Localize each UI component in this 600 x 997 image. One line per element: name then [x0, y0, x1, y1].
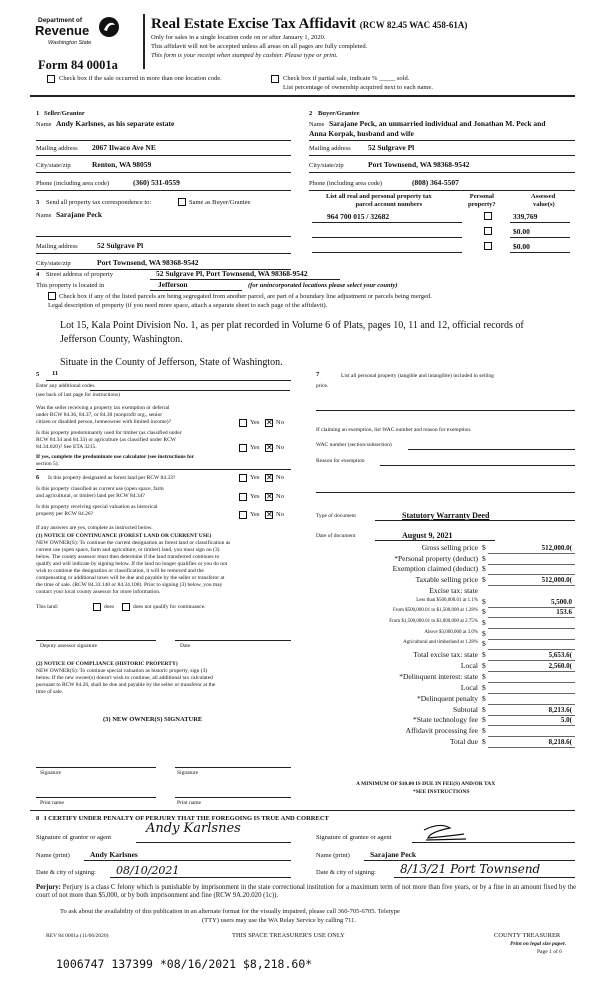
this-land-label: This land: [36, 604, 59, 610]
grantee-date-label: Date & city of signing: [316, 869, 376, 876]
currency-symbol: $ [482, 671, 486, 681]
currency-symbol: $ [482, 639, 486, 649]
currency-symbol: $ [482, 607, 486, 617]
tax-row-label: Local [460, 682, 478, 692]
assessed-value: $0.00 [513, 242, 530, 251]
seller-city-label: City/state/zip [36, 162, 71, 169]
location-code: 11 [52, 370, 59, 377]
buyer-mail: 52 Sulgrave Pl [368, 143, 415, 152]
legal-description-2: Jefferson County, Washington. [60, 334, 183, 345]
grantee-name-label: Name (print) [316, 852, 350, 859]
currency-symbol: $ [482, 660, 486, 670]
tax-row-label: From $500,000.01 to $1,500,000 at 1.28% [393, 608, 478, 614]
current-use-yes-checkbox[interactable] [239, 493, 247, 501]
partial-sale-label: Check box if partial sale, indicate % _____ sold. [283, 75, 410, 82]
corr-mail-label: Mailing address [36, 243, 78, 250]
tax-row-value: 512,000.0( [541, 576, 572, 585]
grantor-date-label: Date & city of signing: [36, 869, 96, 876]
treasurer-use: THIS SPACE TREASURER'S USE ONLY [232, 932, 345, 939]
tax-row-label: *Delinquent interest: state [399, 671, 478, 681]
location-label: This property is located in [36, 282, 105, 289]
tax-row-label: Total excise tax: state [413, 650, 478, 659]
no-label: No [276, 419, 284, 426]
grantee-sig-label: Signature of grantee or agent [316, 834, 392, 841]
currency-symbol: $ [482, 650, 486, 659]
tax-row-label: Exemption claimed (deduct) [392, 564, 478, 574]
currency-symbol: $ [482, 564, 486, 574]
current-use-question-1: Is this property classified as current use (open space, farm [36, 486, 164, 492]
corr-label: Send all property tax correspondence to: [46, 199, 152, 206]
currency-symbol: $ [482, 553, 486, 563]
multi-location-checkbox[interactable] [47, 75, 55, 83]
no-label: No [276, 474, 284, 481]
timber-yes-checkbox[interactable] [239, 444, 247, 452]
seller-mail: 2067 Ilwaco Ave NE [92, 143, 156, 152]
grantor-signature: Andy Karlsnes [146, 821, 241, 836]
legal-description-3: Situate in the County of Jefferson, State of Washington. [60, 357, 283, 368]
prop-section-number: 4 [36, 271, 40, 278]
current-use-question-2: and agricultural, or timber) land per RCW 84.34? [36, 493, 145, 499]
compliance-heading: (2) NOTICE OF COMPLIANCE (HISTORIC PROPERTY) [36, 661, 178, 667]
washington-logo-icon [98, 16, 120, 38]
segregated-label: Check box if any of the listed parcels are being segregated from another parcel, are part of a boundary line adjustment or parcels being merged. [59, 293, 432, 300]
minimum-notice: A MINIMUM OF $10.00 IS DUE IN FEE(S) AND/OR TAX [356, 781, 496, 787]
sec5-number: 5 [36, 371, 40, 378]
seller-heading: Seller/Grantor [44, 110, 85, 117]
legal-size-note: Print on legal size paper. [510, 941, 567, 947]
personal-property-label-2: price. [316, 383, 329, 389]
exemption-question-2: under RCW 84.36, 84.37, or 84.38 (nonprofit org., senior [36, 412, 163, 418]
seller-mail-label: Mailing address [36, 145, 78, 152]
does-label: does [104, 604, 115, 610]
seller-city: Renton, WA 98059 [92, 160, 152, 169]
currency-symbol: $ [482, 693, 486, 703]
continuance-heading: (1) NOTICE OF CONTINUANCE (FOREST LAND OR CURRENT USE) [36, 533, 212, 539]
predominate-use-1: If yes, complete the predominate use calculator (see instructions for [36, 454, 195, 460]
sec7-number: 7 [316, 371, 320, 378]
buyer-name-line1: Sarajane Peck, an unmarried individual and Jonathan M. Peck and [329, 119, 546, 128]
currency-symbol: $ [482, 682, 486, 692]
forest-yes-checkbox[interactable] [239, 474, 247, 482]
tax-row-label: Gross selling price [421, 543, 478, 552]
header-note-2: This affidavit will not be accepted unless all areas on all pages are fully completed. [151, 43, 368, 50]
seller-phone-label: Phone (including area code) [36, 180, 110, 187]
revision-number: REV 84 0001a (11/06/2020) [46, 933, 109, 939]
partial-note: List percentage of ownership acquired next to each name. [283, 84, 433, 91]
seller-name-label: Name [36, 121, 52, 128]
continuance-text-2: current use (open space, farm and agriculture, or timber) land, you must sign on (3) [36, 547, 220, 553]
compliance-text-4: time of sale. [36, 689, 64, 695]
seller-section-number: 1 [36, 110, 40, 117]
alt-format-1: To ask about the availability of this publication in an alternate format for the visually impaired, please call 360-705-6705. Teletype [60, 908, 400, 915]
see-instructions: *SEE INSTRUCTIONS [413, 789, 470, 795]
page-number: Page 1 of 6 [537, 949, 562, 955]
tax-row-value: 8,218.6( [548, 738, 572, 747]
grantee-name: Sarajane Peck [370, 850, 417, 859]
exemption-no-checkbox[interactable]: ✕ [266, 418, 273, 427]
tax-row-label: Local [460, 660, 478, 670]
assessed-value: 339,769 [513, 212, 538, 221]
tax-row-label: *Delinquent penalty [416, 693, 478, 703]
tax-row-value: 5,653.6( [548, 651, 572, 659]
perjury-notice: Perjury: Perjury is a class C felony which is punishable by imprisonment in the state correctional institution for a maximum term of not more than five years, or by a fine in an amount fixed by the court of not more than $5,000, or by both imprisonment and fine (RCW 9A.20.020 (1c)). [36, 884, 577, 900]
timber-question-1: Is this property predominantly used for timber (as classified under [36, 430, 182, 436]
buyer-name-line2: Anna Korpak, husband and wife [309, 129, 414, 138]
currency-symbol: $ [482, 737, 486, 747]
tax-row-label: From $1,500,000.01 to $3,000,000 at 2.75% [389, 618, 478, 624]
dor-logo [36, 14, 120, 54]
continuance-text-7: the time of sale. (RCW 84.33.140 or 84.34.108). Prior to signing (3) below, you may [36, 582, 223, 588]
forest-no-checkbox[interactable]: ✕ [266, 473, 273, 482]
no-label: No [276, 493, 284, 500]
corr-name-label: Name [36, 212, 52, 219]
certification-statement: I CERTIFY UNDER PENALTY OF PERJURY THAT THE FOREGOING IS TRUE AND CORRECT [44, 815, 329, 822]
same-as-buyer-label: Same as Buyer/Grantee [189, 199, 251, 206]
tax-row-label: Excise tax: state [429, 585, 478, 595]
does-checkbox[interactable] [93, 603, 101, 611]
doc-date: August 9, 2021 [402, 531, 453, 540]
tax-row-value: 8,213.6( [548, 705, 572, 714]
tax-row-value: 153.6 [556, 608, 572, 617]
personal-property-checkbox[interactable] [484, 227, 492, 235]
alt-format-2: (TTY) users may use the WA Relay Service by calling 711. [202, 917, 356, 924]
tax-row-value: 512,000.0( [541, 544, 572, 552]
buyer-mail-label: Mailing address [309, 145, 351, 152]
buyer-city-label: City/state/zip [309, 162, 344, 169]
current-use-no-checkbox[interactable]: ✕ [266, 492, 273, 501]
timber-question-3: 84.34.020)? See ETA 3215. [36, 444, 97, 450]
personal-property-checkbox[interactable] [484, 212, 492, 220]
no-label: No [276, 444, 284, 451]
currency-symbol: $ [482, 726, 486, 736]
deputy-date-label: Date [180, 643, 191, 649]
compliance-text-3: pursuant to RCW 84.26, shall be due and payable by the seller or transferor at the [36, 682, 216, 688]
currency-symbol: $ [482, 575, 486, 585]
tax-row-label: Affidavit processing fee [405, 726, 478, 736]
buyer-phone: (808) 364-5507 [412, 178, 459, 187]
tax-row-label: Total due [449, 737, 478, 747]
exemption-yes-checkbox[interactable] [239, 419, 247, 427]
header-note-1: Only for sales in a single location code on or after January 1, 2020. [151, 34, 326, 41]
treasurer-stamp: 1006747 137399 *08/16/2021 $8,218.60* [56, 957, 313, 971]
assessed-col-header: Assessed value(s) [531, 193, 556, 208]
currency-symbol: $ [482, 704, 486, 714]
corr-mail: 52 Sulgrave Pl [97, 241, 144, 250]
predominate-use-2: section 5). [36, 461, 59, 467]
personal-property-label-1: List all personal property (tangible and intangible) included in selling [341, 373, 494, 379]
corr-city: Port Townsend, WA 98368-9542 [97, 258, 199, 267]
doc-type: Statutory Warranty Deed [402, 511, 490, 520]
yes-label: Yes [250, 493, 260, 500]
assessed-value: $0.00 [513, 227, 530, 236]
seller-phone: (360) 531-0559 [133, 178, 180, 187]
historic-yes-checkbox[interactable] [239, 511, 247, 519]
corr-city-label: City/state/zip [36, 260, 71, 267]
parcel-number: 964 700 015 / 32682 [327, 212, 390, 221]
yes-label: Yes [250, 444, 260, 451]
timber-question-2: RCW 84.34 and 84.33) or agriculture (as classified under RCW [36, 437, 176, 443]
buyer-section-number: 2 [309, 110, 313, 117]
legal-label: Legal description of property (if you need more space, attach a separate sheet to each page of the affidavit). [48, 302, 328, 309]
doc-type-label: Type of document [316, 513, 356, 519]
logo-sub-text: Washington State [48, 40, 92, 46]
historic-question-1: Is this property receiving special valuation as historical [36, 504, 158, 510]
continuance-text-3: below. The county assessor must then determine if the land transferred continues to [36, 554, 220, 560]
legal-description-1: Lot 15, Kala Point Division No. 1, as per plat recorded in Volume 6 of Plats, pages 10, 11 and 12, official records of [60, 320, 524, 331]
currency-symbol: $ [482, 543, 486, 552]
historic-no-checkbox[interactable]: ✕ [266, 510, 273, 519]
grantee-date: 8/13/21 Port Townsend [400, 862, 541, 876]
continuance-text-6: compensating or additional taxes will be due and payable by the seller or transferor at [36, 575, 225, 581]
currency-symbol: $ [482, 617, 486, 627]
grantee-signature [420, 822, 470, 844]
tax-row-label: Subtotal [452, 704, 478, 714]
exemption-claim-label: If claiming an exemption, list WAC number and reason for exemption. [316, 427, 472, 433]
parcel-col-header: List all real and personal property tax parcel account numbers [326, 193, 432, 208]
tax-row-value: 5.0( [560, 716, 572, 725]
yes-label: Yes [250, 511, 260, 518]
does-not-label: does not qualify for continuance. [133, 604, 206, 610]
buyer-heading: Buyer/Grantee [318, 110, 360, 117]
additional-codes-label: Enter any additional codes [36, 383, 95, 389]
grantor-sig-label: Signature of grantor or agent [36, 834, 112, 841]
continuance-text-5: wish to continue the designation or classification, it will be removed and the [36, 568, 204, 574]
buyer-city: Port Townsend, WA 98368-9542 [368, 160, 470, 169]
wac-label: WAC number (section/subsection) [316, 442, 392, 448]
tax-row-label: Agricultural and timberland at 1.28% [403, 640, 478, 646]
yes-label: Yes [250, 419, 260, 426]
owner-sig-label-1: Signature [40, 770, 62, 776]
forest-question: Is this property designated as forest land per RCW 84.33? [48, 475, 176, 481]
tax-row-label: *State technology fee [413, 715, 478, 725]
grantor-date: 08/10/2021 [116, 864, 180, 877]
tax-row-label: Above $3,000,000 at 3.0% [424, 629, 478, 635]
timber-no-checkbox[interactable]: ✕ [266, 443, 273, 452]
sec6-number: 6 [36, 474, 40, 481]
seller-name: Andy Karlsnes, as his separate estate [56, 119, 175, 128]
grantor-name-label: Name (print) [36, 852, 70, 859]
additional-codes-note: (see back of last page for instructions) [36, 392, 120, 398]
personal-property-checkbox[interactable] [484, 242, 492, 250]
multi-location-label: Check box if the sale occurred in more than one location code. [59, 75, 222, 82]
reason-label: Reason for exemption [316, 458, 365, 464]
logo-top-text: Department of [38, 17, 83, 24]
tax-row-value: 5,500.0 [551, 597, 572, 606]
buyer-name-label: Name [309, 121, 325, 128]
location-note: (for unincorporated locations please select your county) [248, 282, 398, 289]
does-not-checkbox[interactable] [122, 603, 130, 611]
historic-question-2: property per RCW 84.26? [36, 511, 94, 517]
no-label: No [276, 511, 284, 518]
exemption-question-3: citizen or disabled person, homeowner with limited income)? [36, 419, 172, 425]
header-note-3: This form is your receipt when stamped by cashier. Please type or print. [151, 52, 338, 59]
owner-print-label-2: Print name [177, 800, 201, 806]
tax-row-label: Less than $500,000.01 at 1.1% [416, 597, 478, 603]
deputy-sig-label: Deputy assessor signature [40, 643, 98, 649]
personal-col-header: Personal property? [468, 193, 496, 208]
compliance-text-2: below. If the new owner(s) doesn't wish to continue, all additional tax calculated [36, 675, 213, 681]
segregated-checkbox[interactable] [48, 292, 56, 300]
property-street: 52 Sulgrave Pl, Port Townsend, WA 98368-9542 [156, 269, 308, 278]
buyer-phone-label: Phone (including area code) [309, 180, 383, 187]
instruction-note: If any answers are yes, complete as instructed below. [36, 525, 153, 531]
form-title: Real Estate Excise Tax Affidavit (RCW 82.45 WAC 458-61A) [151, 16, 468, 32]
exemption-question-1: Was the seller receiving a property tax exemption or deferral [36, 405, 170, 411]
compliance-text-1: NEW OWNER(S): To continue special valuation as historic property, sign (3) [36, 668, 208, 674]
continuance-text-4: qualify and will indicate by signing below. If the land no longer qualifies or you do not [36, 561, 228, 567]
continuance-text-8: contact your local county assessor for more information. [36, 589, 161, 595]
new-owner-sig-heading: (3) NEW OWNER(S) SIGNATURE [103, 716, 203, 723]
owner-print-label-1: Print name [40, 800, 64, 806]
property-location: Jefferson [158, 280, 188, 289]
same-as-buyer-checkbox[interactable] [178, 198, 186, 206]
currency-symbol: $ [482, 715, 486, 725]
owner-sig-label-2: Signature [177, 770, 199, 776]
street-label: Street address of property [46, 271, 113, 278]
tax-row-label: Taxable selling price [415, 575, 478, 585]
doc-date-label: Date of document [316, 533, 356, 539]
currency-symbol: $ [482, 628, 486, 638]
corr-section-number: 3 [36, 199, 40, 206]
tax-row-label: *Personal property (deduct) [394, 553, 478, 563]
county-treasurer: COUNTY TREASURER [494, 932, 561, 939]
partial-sale-checkbox[interactable] [271, 75, 279, 83]
currency-symbol: $ [482, 596, 486, 606]
tax-row-value: 2,560.0( [548, 661, 572, 670]
corr-name: Sarajane Peck [56, 210, 103, 219]
yes-label: Yes [250, 474, 260, 481]
logo-main-text: Revenue [35, 23, 90, 38]
sec8-number: 8 [36, 815, 40, 822]
grantor-name: Andy Karlsnes [90, 850, 138, 859]
form-number: Form 84 0001a [38, 58, 118, 72]
continuance-text-1: NEW OWNER(S): To continue the current designation as forest land or classification as [36, 540, 231, 546]
